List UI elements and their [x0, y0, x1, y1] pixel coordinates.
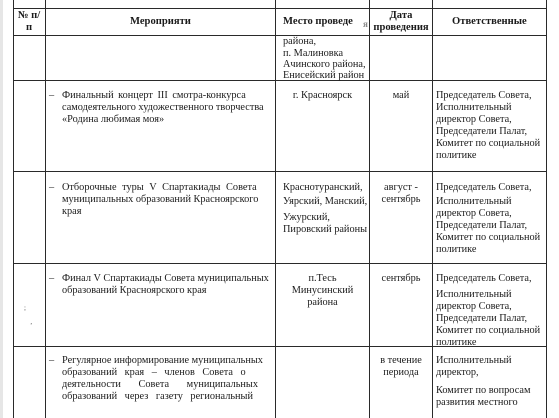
row1-resp-line: Председатели Палат, — [436, 126, 528, 137]
row4-resp-line: директор, — [436, 367, 479, 378]
row3-place-line: п.Тесь — [308, 273, 337, 284]
row1-place-line: г. Красноярск — [292, 90, 353, 101]
table-border-left — [13, 0, 14, 418]
row1-resp-line: директор Совета, — [436, 114, 512, 125]
row0-place-line: района, — [283, 36, 317, 47]
row1-dash: – — [49, 90, 55, 101]
row2-place-line: Пировский районы — [283, 224, 368, 235]
header-event: Мероприяти — [130, 16, 191, 27]
scan-edge — [0, 0, 3, 418]
column-divider — [432, 0, 433, 418]
table-border-top — [13, 8, 547, 9]
row0-place-line: п. Малиновка — [283, 48, 344, 59]
row3-resp-line: Председатели Палат, — [436, 313, 528, 324]
row2-event-line: муниципальных образований Красноярского — [62, 194, 259, 205]
row3-dash: – — [49, 273, 55, 284]
margin-mark: ’ — [30, 322, 33, 330]
column-divider — [275, 0, 276, 418]
row1-date-line: май — [392, 90, 410, 101]
row2-place-line: Уярский, Манский, — [283, 196, 368, 207]
header-row-divider — [13, 35, 547, 36]
row2-resp-line: Исполнительный — [436, 196, 512, 207]
header-responsible: Ответственные — [452, 16, 527, 27]
row3-resp-line: политике — [436, 337, 477, 348]
row3-resp-line: Председатель Совета, — [436, 273, 532, 284]
margin-mark: ; — [24, 304, 26, 312]
row-divider — [13, 263, 547, 264]
column-divider — [45, 0, 46, 418]
row3-date-line: сентябрь — [381, 273, 421, 284]
row4-dash: – — [49, 355, 55, 366]
header-place-tail: я — [363, 19, 368, 29]
row3-resp-line: Комитет по социальной — [436, 325, 541, 336]
row4-event-line: образований через газету региональный — [62, 391, 253, 402]
row2-place-line: Ужурский, — [283, 212, 330, 223]
row2-event-line: края — [62, 206, 82, 217]
row4-resp-line: развития местного — [436, 397, 518, 408]
row1-resp-line: Председатель Совета, — [436, 90, 532, 101]
row4-resp-line: Комитет по вопросам — [436, 385, 531, 396]
row2-resp-line: директор Совета, — [436, 208, 512, 219]
header-date: Дата проведения — [373, 10, 429, 34]
row1-resp-line: Комитет по социальной — [436, 138, 541, 149]
row-divider — [13, 171, 547, 172]
row4-event-line: деятельности Совета муниципальных — [62, 379, 258, 390]
row4-date-line: в течение — [380, 355, 422, 366]
row4-resp-line: Исполнительный — [436, 355, 512, 366]
row2-event-line: Отборочные туры V Спартакиады Совета — [62, 182, 257, 193]
row3-place-line: района — [307, 297, 338, 308]
header-place: Место проведе — [283, 16, 353, 27]
row1-event-line: Финальный концерт III смотра-конкурса — [62, 90, 246, 101]
row3-resp-line: Исполнительный — [436, 289, 512, 300]
row2-resp-line: Председатели Палат, — [436, 220, 528, 231]
row2-place-line: Краснотуранский, — [283, 182, 363, 193]
row4-date-line: периода — [383, 367, 419, 378]
row2-date-line: сентябрь — [381, 194, 421, 205]
row1-resp-line: Исполнительный — [436, 102, 512, 113]
row2-date-line: август - — [384, 182, 418, 193]
row3-event-line: образований Красноярского края — [62, 285, 207, 296]
row0-place-line: Ачинского района, — [283, 59, 366, 70]
row3-resp-line: директор Совета, — [436, 301, 512, 312]
row2-resp-line: Комитет по социальной — [436, 232, 541, 243]
row4-event-line: образований края – членов Совета о — [62, 367, 246, 378]
row1-event-line: «Родина любимая моя» — [62, 114, 165, 125]
header-num: № п/п — [17, 10, 41, 34]
row2-resp-line: политике — [436, 244, 477, 255]
row4-event-line: Регулярное информирование муниципальных — [62, 355, 263, 366]
row2-resp-line: Председатель Совета, — [436, 182, 532, 193]
table-border-right — [546, 0, 547, 418]
row1-resp-line: политике — [436, 150, 477, 161]
row2-dash: – — [49, 182, 55, 193]
row0-place-line: Енисейский район — [283, 70, 365, 81]
row3-place-line: Минусинский — [291, 285, 354, 296]
row3-event-line: Финал V Спартакиады Совета муниципальных — [62, 273, 269, 284]
row1-event-line: самодеятельного художественного творчества — [62, 102, 264, 113]
row-divider — [13, 80, 547, 81]
